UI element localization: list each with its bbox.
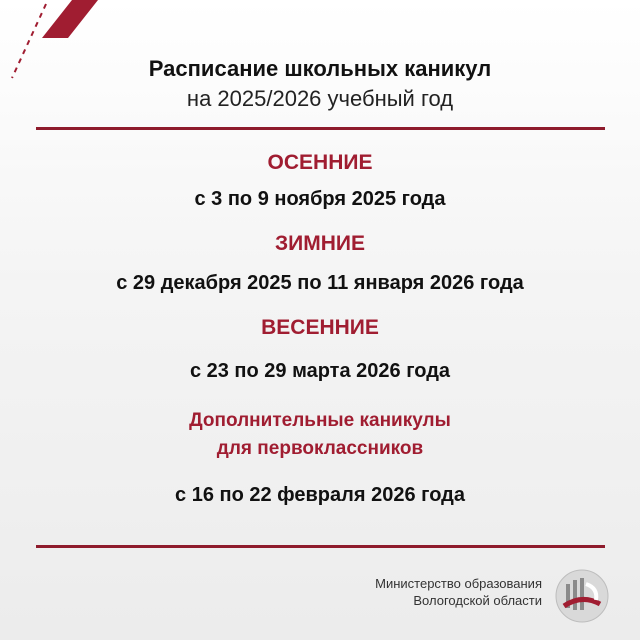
extra-holiday-dates: с 16 по 22 февраля 2026 года bbox=[175, 484, 465, 506]
ministry-logo-icon bbox=[552, 566, 612, 626]
holiday-winter-dates: с 29 декабря 2025 по 11 января 2026 года bbox=[116, 272, 524, 294]
bottom-divider bbox=[36, 545, 605, 548]
top-divider bbox=[36, 127, 605, 130]
ministry-name-line2: Вологодской области bbox=[413, 593, 542, 608]
holiday-autumn-heading: ОСЕННИЕ bbox=[267, 151, 373, 174]
holiday-autumn-dates: с 3 по 9 ноября 2025 года bbox=[194, 188, 446, 210]
extra-holiday-heading-line2: для первоклассников bbox=[216, 438, 424, 459]
page-subtitle: на 2025/2026 учебный год bbox=[186, 86, 454, 111]
ministry-name bbox=[375, 575, 542, 609]
extra-holiday-heading bbox=[0, 407, 640, 463]
holiday-spring-heading: ВЕСЕННИЕ bbox=[261, 316, 379, 339]
extra-holiday-heading-line1: Дополнительные каникулы bbox=[189, 410, 451, 431]
red-stripe-shape bbox=[42, 0, 98, 38]
page-title: Расписание школьных каникул bbox=[148, 56, 492, 81]
holiday-winter-heading: ЗИМНИЕ bbox=[274, 232, 365, 255]
holiday-spring-dates: с 23 по 29 марта 2026 года bbox=[189, 360, 451, 382]
ministry-name-line1: Министерство образования bbox=[375, 576, 542, 591]
